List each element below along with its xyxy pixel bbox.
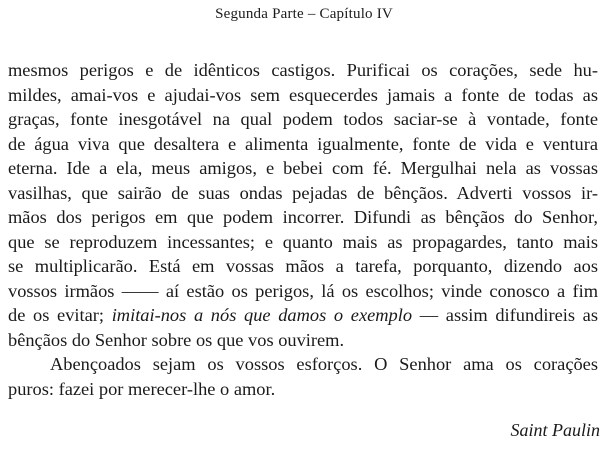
text-line: mesmos perigos e de idênticos castigos. Purificai os corações, sede hu- (8, 60, 598, 80)
text-line: mãos dos perigos em que podem incorrer. Difundi as bênçãos do Senhor, (8, 207, 598, 227)
text-line-last: puros: fazei por merecer-lhe o amor. (8, 378, 276, 399)
running-head: Segunda Parte – Capítulo IV (215, 6, 393, 22)
text-line: vasilhas, que sairão de suas ondas pejadas de bênçãos. Adverti vossos ir- (8, 182, 598, 203)
text-line: graças, fonte inesgotável na qual podem todos saciar-se à vontade, fonte (8, 109, 598, 129)
text-segment: — assim difundireis as (412, 305, 599, 325)
signature: Saint Paulin (510, 420, 600, 440)
text-line-last: bênçãos do Senhor sobre os que vos ouvirem. (8, 329, 345, 350)
text-line: vossos irmãos —— aí estão os perigos, lá os escolhos; vinde conosco a fim (8, 280, 598, 301)
italic-phrase: imitai-nos a nós que damos o exemplo (111, 305, 413, 325)
text-line: de água viva que desaltera e alimenta igualmente, fonte de vida e ventura (8, 133, 598, 154)
text-line-with-italic (8, 303, 598, 328)
text-line: mildes, amai-vos e ajudai-vos sem esquecerdes jamais a fonte de todas as (8, 84, 598, 105)
text-line: se multiplicarão. Está em vossas mãos a tarefa, porquanto, dizendo aos (8, 256, 598, 276)
text-line: que se reproduzem incessantes; e quanto mais as propagardes, tanto mais (8, 231, 598, 252)
text-line: eterna. Ide a ela, meus amigos, e bebei com fé. Mergulhai nela as vossas (8, 158, 598, 178)
text-line: Abençoados sejam os vossos esforços. O Senhor ama os corações (50, 354, 598, 374)
body-text (8, 58, 598, 401)
text-segment: de os evitar; (8, 305, 112, 325)
